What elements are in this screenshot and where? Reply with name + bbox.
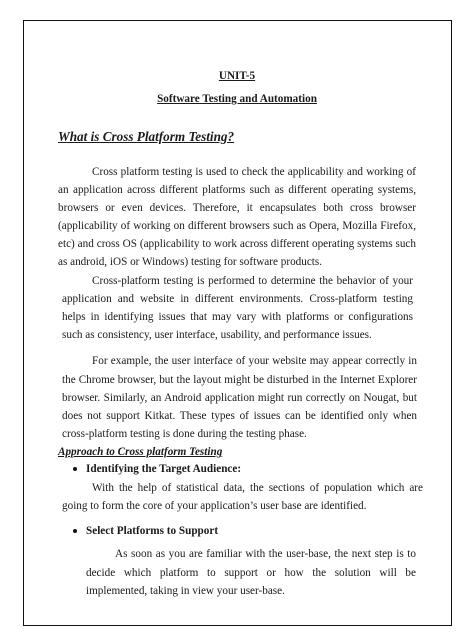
bullet-icon (73, 467, 77, 471)
paragraph-1-line-6: as android, iOS or Windows) testing for software products. (58, 256, 323, 268)
paragraph-3-line-4: does not support Kitkat. These types of issues can be identified only when (62, 410, 417, 422)
approach-heading: Approach to Cross platform Testing (58, 446, 223, 458)
paragraph-3-line-3: browser. Similarly, an Android application might run correctly on Nougat, but (62, 392, 417, 404)
paragraph-1-line-5: etc) and cross OS (applicability to work across different operating systems such (58, 238, 416, 250)
paragraph-1-line-2: an application across different platforms such as different operating systems, (58, 184, 416, 196)
paragraph-1-line-4: (applicability of working on different browsers such as Opera, Mozilla Firefox, (58, 220, 416, 232)
bullet-1-title: Identifying the Target Audience: (86, 463, 242, 475)
bullet-1-line-1: With the help of statistical data, the sections of population which are (92, 482, 423, 494)
paragraph-3-line-2: the Chrome browser, but the layout might be disturbed in the Internet Explorer (62, 374, 417, 386)
paragraph-1-line-1: Cross platform testing is used to check the applicability and working of (92, 166, 416, 178)
section-heading: What is Cross Platform Testing? (58, 129, 235, 144)
bullet-2-line-1: As soon as you are familiar with the user-base, the next step is to (115, 548, 416, 560)
bullet-1-line-2: going to form the core of your application’s user base are identified. (62, 500, 367, 512)
paragraph-1-line-3: browsers or even devices. Therefore, it encapsulates both cross browser (58, 202, 416, 214)
document-subtitle: Software Testing and Automation (157, 93, 317, 105)
paragraph-3-line-1: For example, the user interface of your website may appear correctly in (92, 355, 417, 367)
paragraph-2-line-2: application and website in different environments. Cross-platform testing (62, 293, 413, 305)
paragraph-2-line-3: helps in identifying issues that may vary with platforms or configurations (62, 311, 413, 323)
bullet-2-line-3: implemented, taking in view your user-base. (86, 585, 285, 597)
paragraph-3-line-5: cross-platform testing is done during the testing phase. (62, 428, 307, 440)
paragraph-2-line-1: Cross-platform testing is performed to determine the behavior of your (92, 275, 413, 287)
bullet-2-title: Select Platforms to Support (86, 525, 219, 537)
unit-title: UNIT-5 (218, 70, 256, 82)
bullet-2-line-2: decide which platform to support or how the solution will be (86, 567, 416, 579)
bullet-icon (73, 529, 77, 533)
paragraph-2-line-4: such as consistency, user interface, usability, and performance issues. (62, 329, 372, 341)
